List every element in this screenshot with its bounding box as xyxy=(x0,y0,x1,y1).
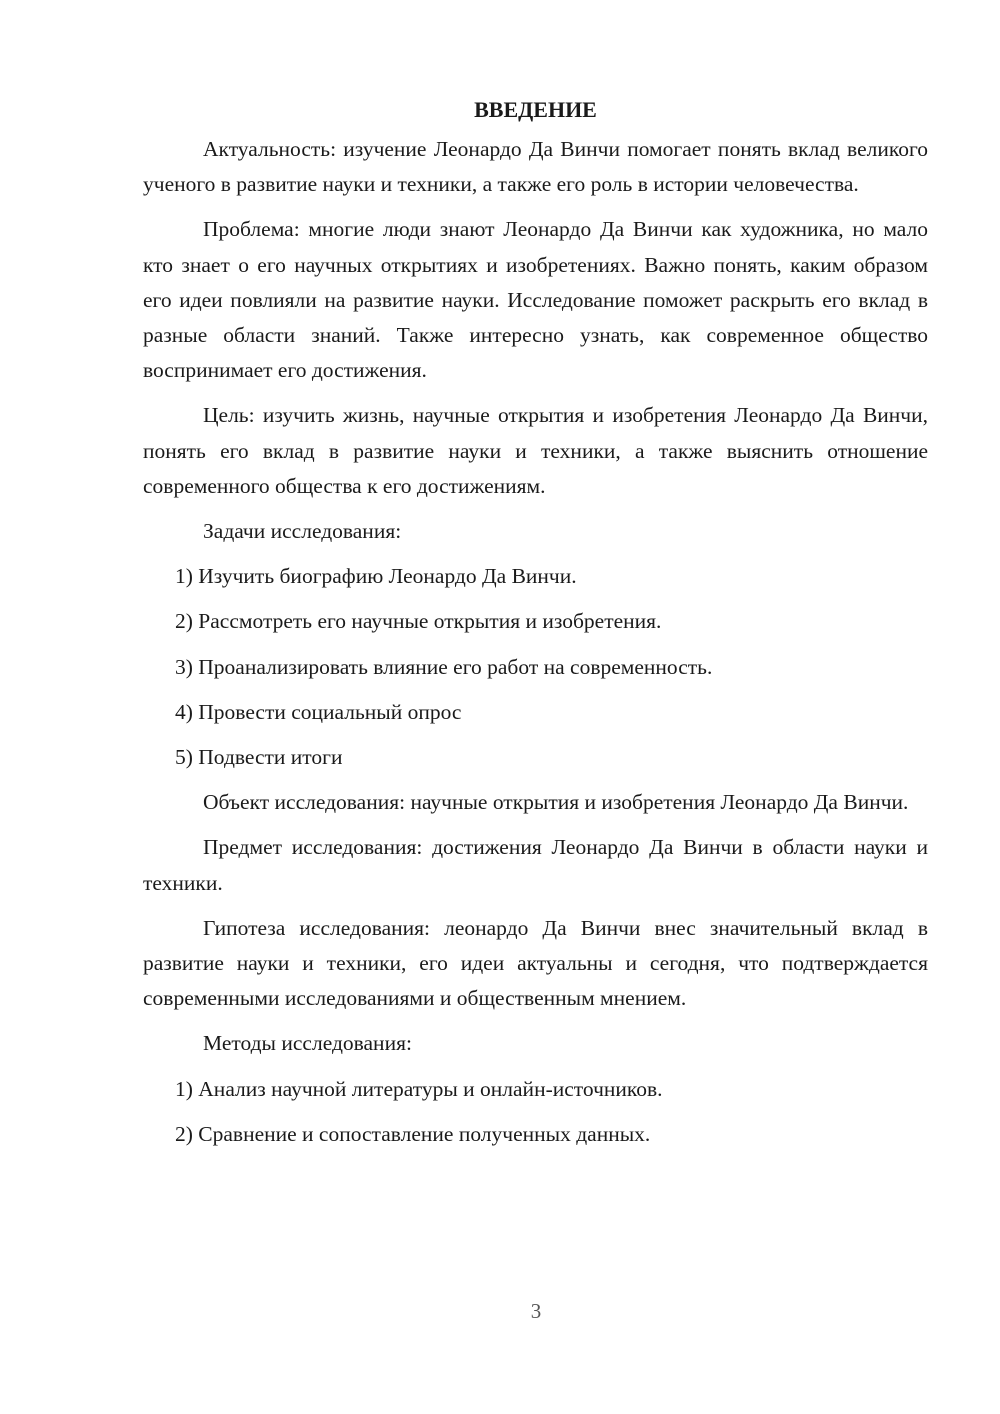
object-paragraph: Объект исследования: научные открытия и изобретения Леонардо Да Винчи. xyxy=(203,790,909,815)
list-item: 2) Рассмотреть его научные открытия и изобретения. xyxy=(175,609,662,634)
goal-paragraph: Цель: изучить жизнь, научные открытия и изобретения Леонардо Да Винчи, понять его вклад в развитие науки и техники, а также выяснить отношение современного общества к его достижениям. xyxy=(143,403,928,498)
list-item: 1) Анализ научной литературы и онлайн-источников. xyxy=(175,1076,663,1101)
document-page xyxy=(143,92,928,1162)
page-number: 3 xyxy=(530,1299,542,1323)
problem-paragraph: Проблема: многие люди знают Леонардо Да Винчи как художника, но мало кто знает о его научных открытиях и изобретениях. Важно понять, каким образом его идеи повлияли на развитие науки. Исследование поможет раскрыть его вклад в разные области знаний. Также интересно узнать, как современное общество воспринимает его достижения. xyxy=(143,217,928,383)
list-item: 3) Проанализировать влияние его работ на современность. xyxy=(175,654,713,679)
relevance-paragraph: Актуальность: изучение Леонардо Да Винчи помогает понять вклад великого ученого в развитие науки и техники, а также его роль в истории человечества. xyxy=(143,137,928,197)
list-item: 2) Сравнение и сопоставление полученных данных. xyxy=(175,1121,651,1146)
tasks-list xyxy=(143,559,928,775)
hypothesis-paragraph: Гипотеза исследования: леонардо Да Винчи внес значительный вклад в развитие науки и техники, его идеи актуальны и сегодня, что подтверждается современными исследованиями и общественным мнением. xyxy=(143,915,928,1011)
methods-list xyxy=(143,1072,928,1152)
page-title: ВВЕДЕНИЕ xyxy=(474,97,597,122)
methods-heading: Методы исследования: xyxy=(203,1031,412,1056)
list-item: 4) Провести социальный опрос xyxy=(175,699,462,724)
tasks-heading: Задачи исследования: xyxy=(203,519,402,544)
subject-paragraph: Предмет исследования: достижения Леонардо Да Винчи в области науки и техники. xyxy=(143,835,928,895)
list-item: 1) Изучить биографию Леонардо Да Винчи. xyxy=(175,564,577,589)
list-item: 5) Подвести итоги xyxy=(175,745,343,770)
